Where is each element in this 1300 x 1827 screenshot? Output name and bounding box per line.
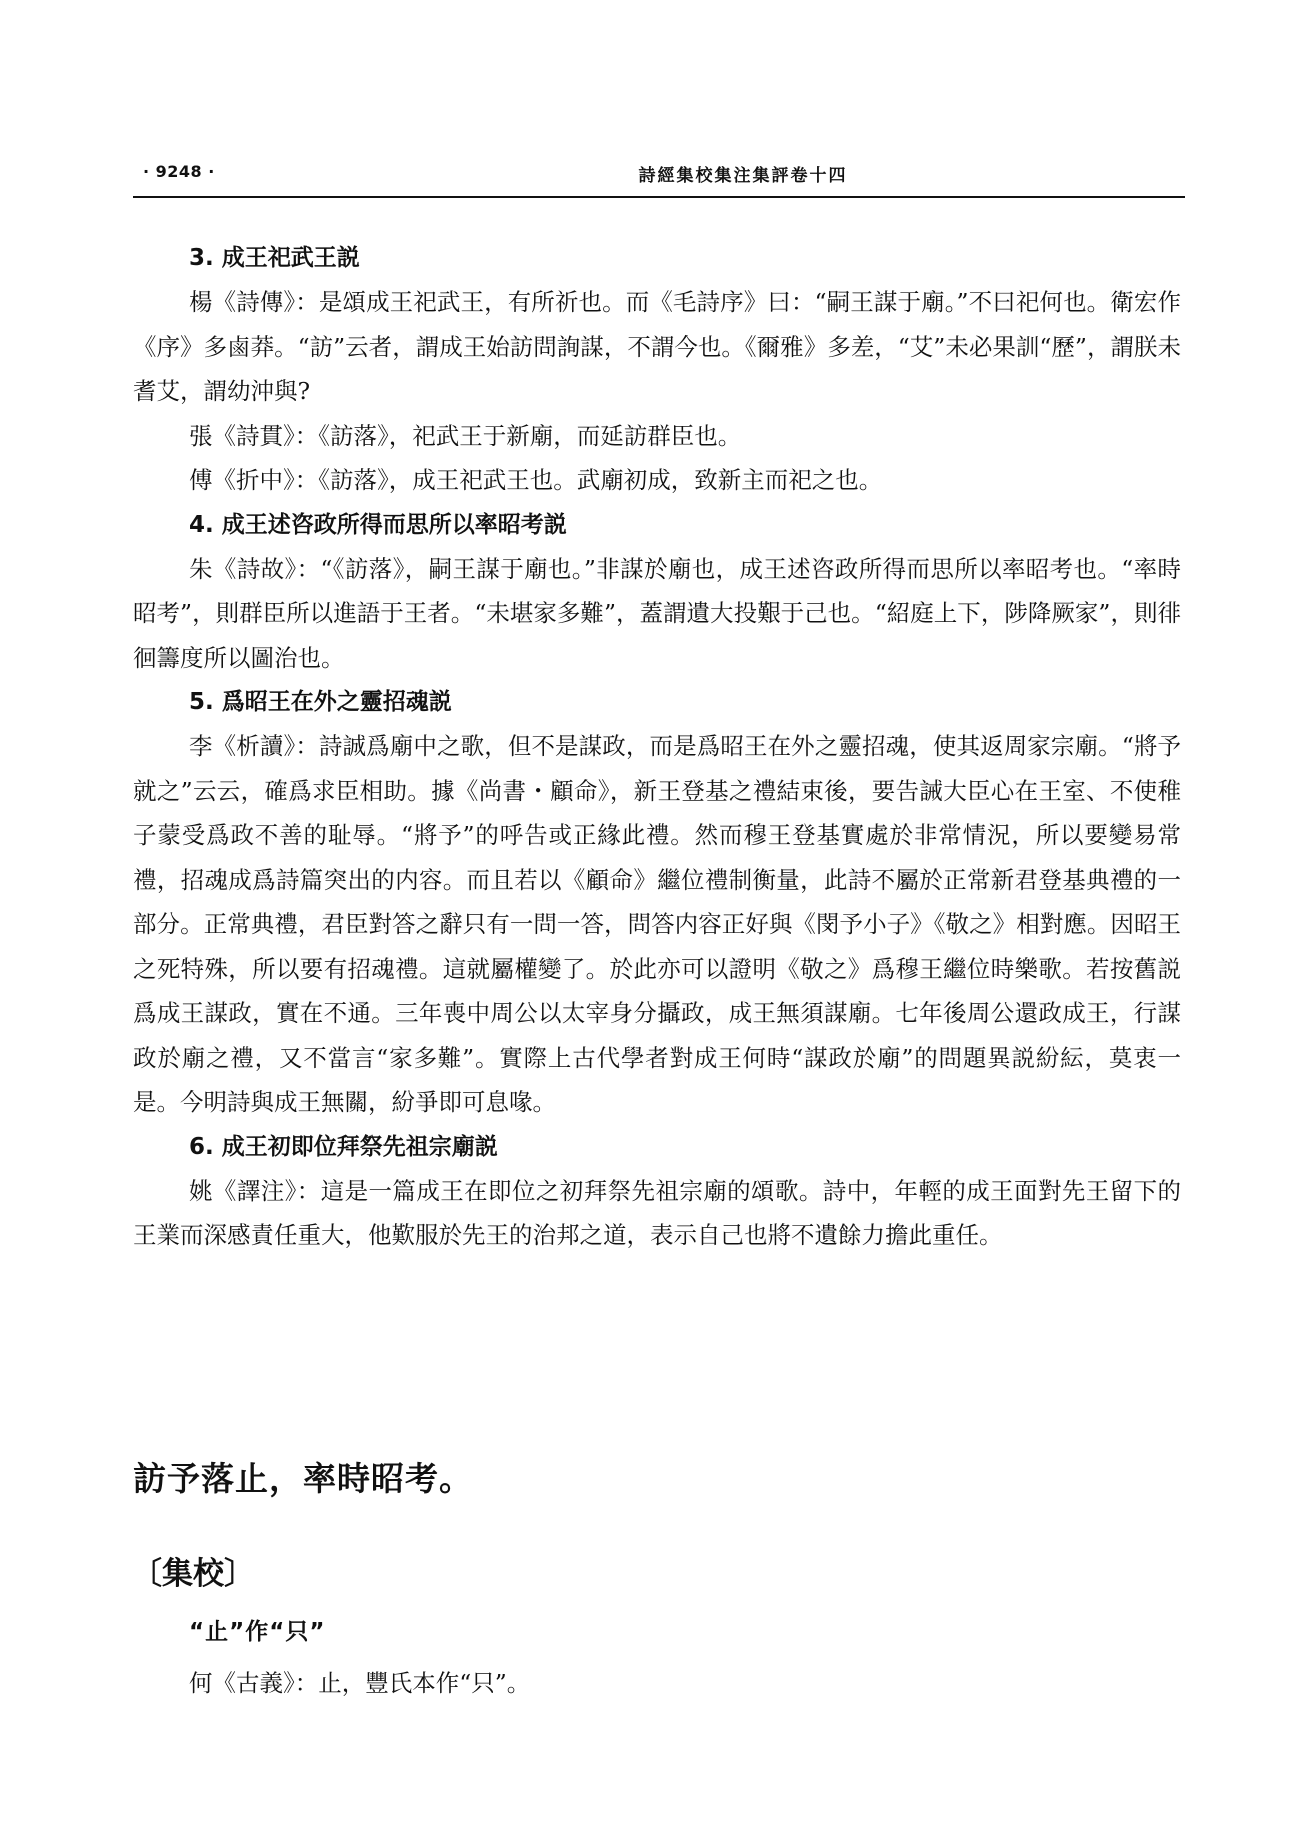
section-heading: 6. 成王初即位拜祭先祖宗廟説: [189, 1133, 498, 1160]
commentary-paragraph: 朱《詩故》：“《訪落》，嗣王謀于廟也。”非謀於廟也，成王述咨政所得而思所以率昭考也。“率時昭考”，則群臣所以進語于王者。“未堪家多難”，蓋謂遺大投艱于己也。“紹庭上下，陟降厥家”，則徘徊籌度所以圖治也。: [133, 554, 1181, 672]
page-number: · 9248 ·: [143, 162, 215, 181]
header-rule: [133, 196, 1185, 198]
section-heading: 3. 成王祀武王説: [189, 245, 360, 271]
section-heading: 4. 成王述咨政所得而思所以率昭考説: [189, 511, 567, 538]
commentary-paragraph: 李《析讀》：詩誠爲廟中之歌，但不是謀政，而是爲昭王在外之靈招魂，使其返周家宗廟。“將予就之”云云，確爲求臣相助。據《尚書・顧命》，新王登基之禮結束後，要告誡大臣心在王室、不使稚子蒙受爲政不善的耻辱。“將予”的呼告或正緣此禮。然而穆王登基實處於非常情況，所以要變易常禮，招魂成爲詩篇突出的内容。而且若以《顧命》繼位禮制衡量，此詩不屬於正常新君登基典禮的一部分。正常典禮，君臣對答之辭只有一問一答，問答内容正好與《閔予小子》《敬之》相對應。因昭王之死特殊，所以要有招魂禮。這就屬權變了。於此亦可以證明《敬之》爲穆王繼位時樂歌。若按舊説爲成王謀政，實在不通。三年喪中周公以太宰身分攝政，成王無須謀廟。七年後周公還政成王，行謀政於廟之禮，又不當言“家多難”。實際上古代學者對成王何時“謀政於廟”的問題異説紛紜，莫衷一是。今明詩與成王無關，紛爭即可息喙。: [133, 732, 1181, 1116]
variant-heading: “止”作“只”: [189, 1619, 326, 1645]
commentary-paragraph: 楊《詩傳》：是頌成王祀武王，有所祈也。而《毛詩序》曰：“嗣王謀于廟。”不曰祀何也。衛宏作《序》多鹵莽。“訪”云者，謂成王始訪問詢謀，不謂今也。《爾雅》多差，“艾”未必果訓“歷”，謂朕未耆艾，謂幼沖與?: [133, 288, 1181, 405]
commentary-paragraph: 傅《折中》：《訪落》，成王祀武王也。武廟初成，致新主而祀之也。: [189, 466, 883, 494]
running-title: 詩經集校集注集評卷十四: [638, 166, 848, 186]
commentary-paragraph: 張《詩貫》：《訪落》，祀武王于新廟，而延訪群臣也。: [189, 421, 742, 450]
variant-note: 何《古義》：止，豐氏本作“只”。: [189, 1669, 531, 1697]
commentary-paragraph: 姚《譯注》：這是一篇成王在即位之初拜祭先祖宗廟的頌歌。詩中，年輕的成王面對先王留下的王業而深感責任重大，他歎服於先王的治邦之道，表示自己也將不遺餘力擔此重任。: [133, 1176, 1181, 1249]
collation-label: 〔集校〕: [131, 1556, 255, 1592]
verse-line: 訪予落止，率時昭考。: [133, 1459, 473, 1498]
section-heading: 5. 爲昭王在外之靈招魂説: [189, 689, 452, 715]
commentary-body: [133, 236, 1181, 1258]
running-header: [133, 158, 1185, 192]
